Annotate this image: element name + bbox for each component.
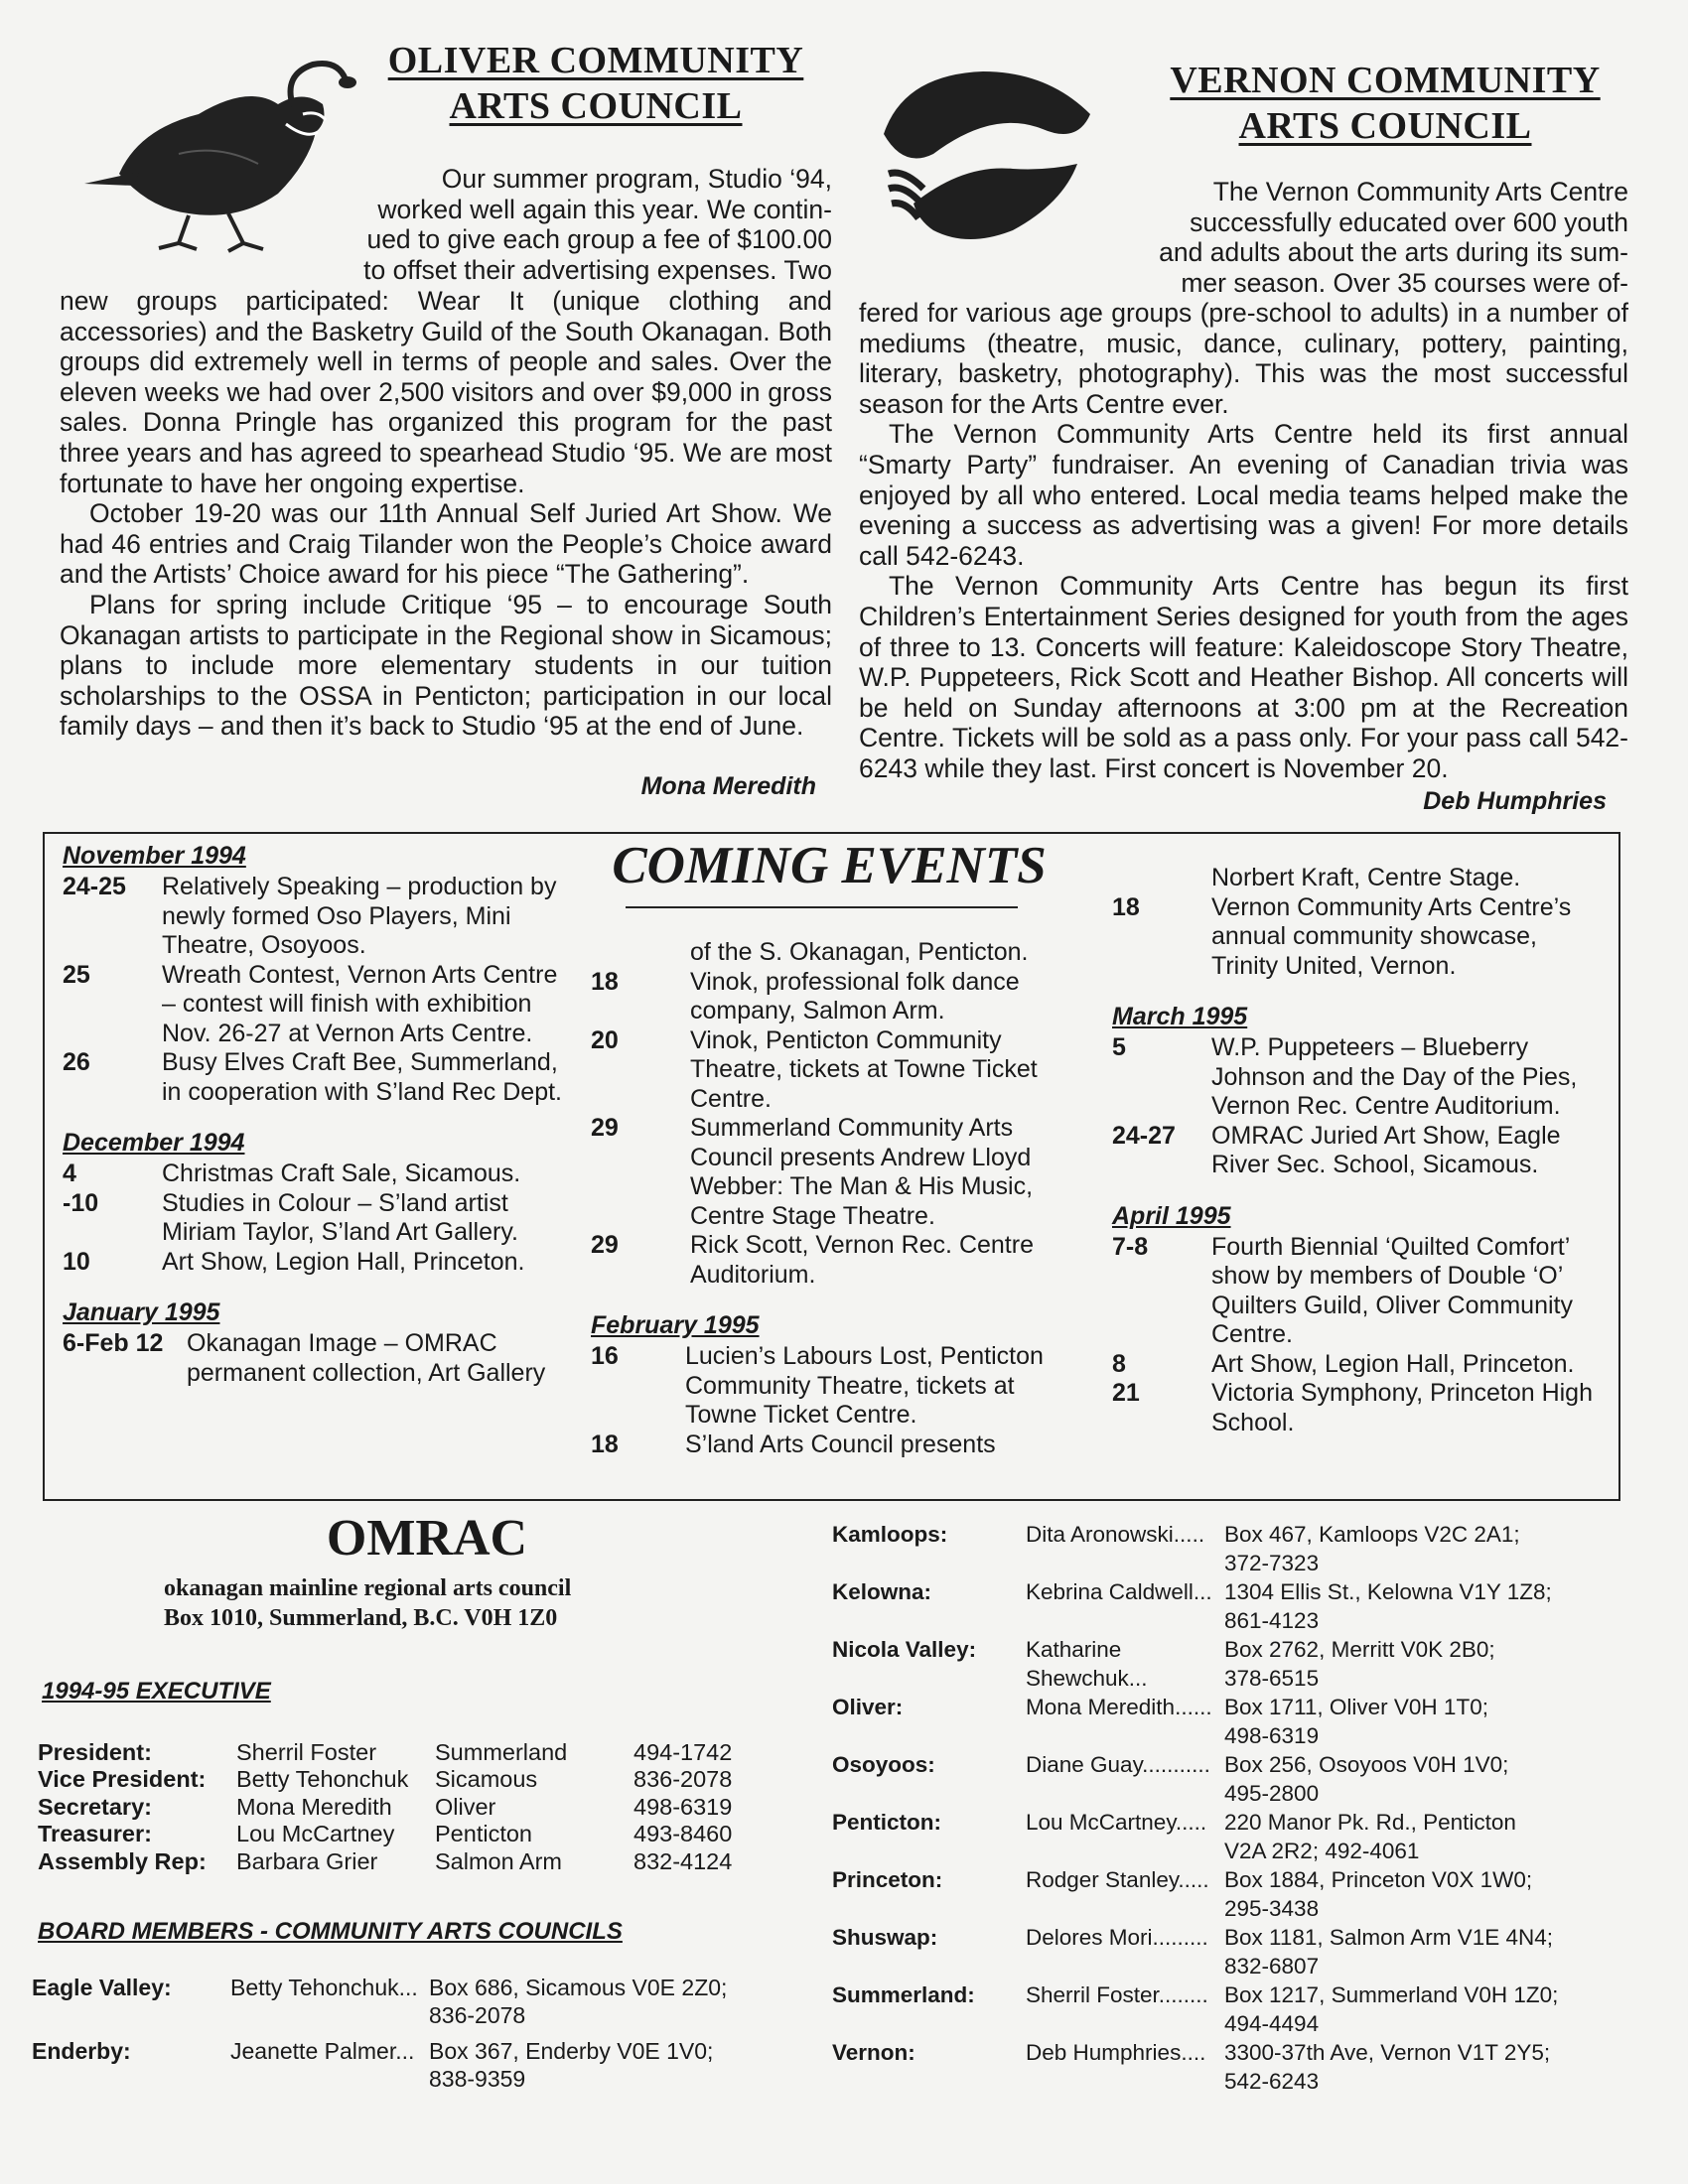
exec-name: Mona Meredith (236, 1793, 392, 1820)
event-item (1112, 1122, 1609, 1180)
directory-row (832, 2039, 1626, 2096)
event-item (63, 1329, 564, 1388)
omrac-title: OMRAC (326, 1510, 528, 1567)
directory-phone: 495-2800 (1224, 1780, 1320, 1806)
directory-place: Osoyoos: (832, 1752, 935, 1777)
event-date: 18 (591, 1430, 619, 1458)
directory-place: Penticton: (832, 1810, 941, 1835)
event-item (1112, 1033, 1609, 1122)
directory-phone: 542-6243 (1224, 2068, 1320, 2094)
board-name: Jeanette Palmer... (230, 2038, 415, 2064)
oliver-title-2: ARTS COUNCIL (449, 85, 743, 127)
event-item (591, 1026, 1077, 1115)
event-date: 18 (1112, 892, 1140, 921)
hands-logo (874, 60, 1102, 248)
event-desc: Studies in Colour – S’land artist Miriam Taylor, S’land Art Gallery. (162, 1188, 518, 1246)
directory-name: Katharine Shewchuk... (1026, 1637, 1148, 1691)
month-december: December 1994 (63, 1129, 245, 1157)
coming-events-title: COMING EVENTS (612, 837, 1047, 894)
directory-row (832, 1809, 1626, 1865)
event-date: 8 (1112, 1349, 1126, 1378)
exec-town: Sicamous (435, 1766, 538, 1793)
board-address: Box 686, Sicamous V0E 2Z0; (429, 1975, 728, 2000)
event-date: 21 (1112, 1379, 1140, 1407)
directory-row (832, 1521, 1626, 1577)
event-item (63, 1189, 564, 1248)
oliver-article-intro (357, 164, 832, 285)
directory-phone: 372-7323 (1224, 1550, 1320, 1575)
directory-address: Box 2762, Merritt V0K 2B0; (1224, 1637, 1495, 1662)
board-row (32, 1974, 806, 2029)
vernon-article-intro (1112, 177, 1628, 298)
month-february: February 1995 (591, 1311, 760, 1339)
event-date: 5 (1112, 1033, 1126, 1061)
board-place: Eagle Valley: (32, 1975, 172, 2000)
directory-phone: 832-6807 (1224, 1953, 1320, 1979)
exec-role: Treasurer: (38, 1821, 152, 1847)
directory-phone: 378-6515 (1224, 1665, 1320, 1691)
oliver-signature: Mona Meredith (640, 772, 816, 800)
board-name: Betty Tehonchuk... (230, 1975, 418, 2000)
event-item (591, 1342, 1077, 1431)
exec-phone: 493-8460 (633, 1821, 733, 1847)
directory-phone: 498-6319 (1224, 1722, 1320, 1748)
exec-town: Penticton (435, 1821, 532, 1847)
event-desc: Rick Scott, Vernon Rec. Centre Auditorium. (690, 1231, 1034, 1289)
event-desc: Okanagan Image – OMRAC permanent collection, Art Gallery (187, 1329, 546, 1387)
vernon-title: VERNON COMMUNITY (1170, 60, 1601, 101)
oliver-line: to offset their advertising expenses. Two (363, 254, 832, 285)
event-desc: Summerland Community Arts Council presents Andrew Lloyd Webber: The Man & His Music, Centre Stage Theatre. (690, 1114, 1034, 1230)
board-phone: 838-9359 (429, 2066, 526, 2092)
event-date: 25 (63, 960, 90, 989)
event-date: 10 (63, 1247, 90, 1276)
directory-row (832, 1578, 1626, 1635)
directory-place: Vernon: (832, 2040, 915, 2065)
exec-town: Oliver (435, 1793, 496, 1820)
directory-address: Box 1181, Salmon Arm V1E 4N4; (1224, 1925, 1554, 1950)
event-date: 26 (63, 1048, 90, 1076)
event-item (591, 1431, 1077, 1460)
exec-row (38, 1766, 753, 1793)
exec-name: Barbara Grier (236, 1847, 378, 1874)
event-desc: Vernon Community Arts Centre’s annual community showcase, Trinity United, Vernon. (1211, 892, 1572, 980)
month-april: April 1995 (1112, 1201, 1231, 1230)
directory-place: Shuswap: (832, 1925, 938, 1950)
exec-town: Salmon Arm (435, 1847, 562, 1874)
event-desc: Lucien’s Labours Lost, Penticton Community Theatre, tickets at Towne Ticket Centre. (685, 1342, 1044, 1429)
directory-address: 3300-37th Ave, Vernon V1T 2Y5; (1224, 2040, 1551, 2065)
vernon-paragraph-2: The Vernon Community Arts Centre held its first annual “Smarty Party” fundraiser. An evening of Canadian trivia was enjoyed by all who entered. Local media teams helped make the evening a success as advertising was a given! For more details call 542-6243. (859, 419, 1628, 571)
event-item (1112, 864, 1609, 893)
vernon-paragraph-1-rest: fered for various age groups (pre-school to adults) in a number of mediums (theatre, music, dance, culinary, pottery, painting, literary, basketry, photography). This was the most successful season for the Arts Centre ever. (859, 298, 1628, 419)
month-march: March 1995 (1112, 1003, 1248, 1030)
exec-phone: 498-6319 (633, 1793, 733, 1820)
quail-illustration (79, 45, 367, 253)
event-desc: S’land Arts Council presents (685, 1430, 996, 1458)
executive-heading: 1994-95 EXECUTIVE (42, 1678, 271, 1705)
event-date: -10 (63, 1188, 99, 1217)
omrac-subtitle: okanagan mainline regional arts council (164, 1575, 572, 1601)
exec-phone: 832-4124 (633, 1847, 733, 1874)
event-desc-continued: Norbert Kraft, Centre Stage. (1211, 864, 1521, 891)
event-item (63, 1048, 564, 1107)
directory-name: Delores Mori......... (1026, 1925, 1208, 1950)
vernon-signature: Deb Humphries (1423, 787, 1607, 815)
event-date: 24-25 (63, 873, 126, 900)
event-desc: Art Show, Legion Hall, Princeton. (1211, 1349, 1575, 1378)
exec-row (38, 1821, 753, 1847)
event-item (1112, 893, 1609, 982)
event-item (63, 1160, 564, 1189)
directory-name: Rodger Stanley..... (1026, 1867, 1209, 1892)
board-phone: 836-2078 (429, 2002, 526, 2028)
directory-row (832, 1694, 1626, 1750)
event-date: 29 (591, 1114, 619, 1142)
exec-row (38, 1848, 753, 1875)
exec-town: Summerland (435, 1739, 568, 1765)
event-item (591, 938, 1077, 968)
oliver-paragraph-3: Plans for spring include Critique ‘95 – to encourage South Okanagan artists to participate in the Regional show in Sicamous; plans to include more elementary students in our tuition scholarships to the OSSA in Penticton; participation in our local family days – and then it’s back to Studio ‘95 at the end of June. (60, 589, 832, 742)
event-item (63, 961, 564, 1049)
directory-name: Kebrina Caldwell... (1026, 1579, 1212, 1604)
event-item (1112, 1379, 1609, 1437)
directory-name: Lou McCartney..... (1026, 1810, 1207, 1835)
event-desc: Christmas Craft Sale, Sicamous. (162, 1160, 521, 1187)
exec-name: Betty Tehonchuk (236, 1766, 409, 1793)
directory-phone: 861-4123 (1224, 1607, 1320, 1633)
oliver-paragraph-1-rest: new groups participated: Wear It (unique clothing and accessories) and the Basketry Guild of the South Okanagan. Both groups did extremely well in terms of people and sales. Over the eleven weeks we had over 2,500 visitors and over $9,000 in gross sales. Donna Pringle has organized this program for the past three years and has agreed to spearhead Studio ‘95. We are most fortunate to have her ongoing expertise. (60, 286, 832, 498)
event-item (591, 1114, 1077, 1231)
directory-place: Summerland: (832, 1982, 975, 2007)
board-address: Box 367, Enderby V0E 1V0; (429, 2038, 714, 2064)
directory-address: 1304 Ellis St., Kelowna V1Y 1Z8; (1224, 1579, 1552, 1604)
directory-place: Kelowna: (832, 1579, 932, 1604)
coming-events-underline (626, 906, 1018, 908)
directory-place: Princeton: (832, 1867, 943, 1892)
exec-role: President: (38, 1739, 152, 1765)
directory-place: Nicola Valley: (832, 1637, 977, 1662)
vernon-article-body (859, 298, 1628, 784)
event-item (1112, 1233, 1609, 1350)
directory-name: Deb Humphries.... (1026, 2040, 1206, 2065)
month-january: January 1995 (63, 1298, 220, 1326)
events-column-2 (591, 938, 1077, 1459)
event-item (63, 873, 564, 961)
directory-phone: V2A 2R2; 492-4061 (1224, 1838, 1420, 1863)
event-date: 18 (591, 967, 619, 996)
event-desc-continued: of the S. Okanagan, Penticton. (690, 938, 1029, 966)
event-desc: W.P. Puppeteers – Blueberry Johnson and the Day of the Pies, Vernon Rec. Centre Auditorium. (1211, 1033, 1578, 1120)
directory-address: 220 Manor Pk. Rd., Penticton (1224, 1810, 1516, 1835)
board-heading: BOARD MEMBERS - COMMUNITY ARTS COUNCILS (38, 1918, 623, 1945)
event-date: 24-27 (1112, 1121, 1176, 1150)
event-desc: Wreath Contest, Vernon Arts Centre – contest will finish with exhibition Nov. 26-27 at Vernon Arts Centre. (162, 960, 558, 1047)
directory-place: Kamloops: (832, 1522, 948, 1547)
event-date: 7-8 (1112, 1232, 1149, 1261)
exec-name: Lou McCartney (236, 1821, 395, 1847)
event-date: 16 (591, 1342, 619, 1370)
directory-address: Box 1217, Summerland V0H 1Z0; (1224, 1982, 1559, 2007)
directory-row (832, 1924, 1626, 1980)
oliver-line: ued to give each group a fee of $100.00 (366, 224, 832, 255)
directory-name: Mona Meredith...... (1026, 1695, 1212, 1719)
directory-name: Dita Aronowski..... (1026, 1522, 1205, 1547)
directory-name: Sherril Foster........ (1026, 1982, 1208, 2007)
event-desc: Relatively Speaking – production by newly formed Oso Players, Mini Theatre, Osoyoos. (162, 873, 557, 959)
board-place: Enderby: (32, 2038, 131, 2064)
event-date: 20 (591, 1025, 619, 1054)
event-date: 29 (591, 1231, 619, 1259)
event-item (591, 968, 1077, 1026)
event-date: 4 (63, 1160, 76, 1187)
exec-row (38, 1739, 753, 1766)
event-desc: Vinok, Penticton Community Theatre, tickets at Towne Ticket Centre. (690, 1025, 1038, 1113)
vernon-line: successfully educated over 600 youth (1190, 206, 1628, 237)
exec-row (38, 1794, 753, 1821)
vernon-paragraph-3: The Vernon Community Arts Centre has begun its first Children’s Entertainment Series designed for youth from the ages of three to 13. Concerts will feature: Kaleidoscope Story Theatre, W.P. Puppeteers, Rick Scott and Heather Bishop. All concerts will be held on Sunday afternoons at 3:00 pm at the Recreation Centre. Tickets will be sold as a pass only. For your pass call 542-6243 while they last. First concert is November 20. (859, 571, 1628, 783)
omrac-address: Box 1010, Summerland, B.C. V0H 1Z0 (164, 1605, 558, 1631)
directory-phone: 295-3438 (1224, 1895, 1320, 1921)
month-november: November 1994 (63, 842, 246, 870)
exec-phone: 836-2078 (633, 1766, 733, 1793)
event-date: 6-Feb 12 (63, 1329, 164, 1357)
board-row (32, 2037, 806, 2093)
event-item (1112, 1350, 1609, 1380)
vernon-line: mer season. Over 35 courses were of- (1181, 267, 1628, 298)
event-desc: Fourth Biennial ‘Quilted Comfort’ show by members of Double ‘O’ Quilters Guild, Oliver Community Centre. (1211, 1232, 1573, 1348)
directory-address: Box 256, Osoyoos V0H 1V0; (1224, 1752, 1509, 1777)
oliver-article-body (60, 286, 832, 742)
vernon-line: The Vernon Community Arts Centre (1212, 177, 1628, 206)
directory-name: Diane Guay........... (1026, 1752, 1210, 1777)
exec-role: Assembly Rep: (38, 1847, 207, 1874)
directory-address: Box 1884, Princeton V0X 1W0; (1224, 1867, 1533, 1892)
event-item (63, 1248, 564, 1278)
event-item (591, 1231, 1077, 1290)
vernon-line: and adults about the arts during its sum- (1159, 237, 1628, 268)
vernon-title-2: ARTS COUNCIL (1238, 105, 1532, 147)
directory-address: Box 467, Kamloops V2C 2A1; (1224, 1522, 1520, 1547)
directory-phone: 494-4494 (1224, 2010, 1320, 2036)
oliver-line: worked well again this year. We contin- (377, 194, 832, 224)
events-column-1 (63, 842, 564, 1388)
directory-row (832, 1751, 1626, 1808)
council-directory (832, 1521, 1626, 2097)
oliver-title: OLIVER COMMUNITY (387, 40, 804, 81)
event-desc: Art Show, Legion Hall, Princeton. (162, 1247, 525, 1276)
exec-name: Sherril Foster (236, 1739, 377, 1765)
directory-row (832, 1981, 1626, 2038)
directory-row (832, 1866, 1626, 1923)
event-desc: Busy Elves Craft Bee, Summerland, in cooperation with S’land Rec Dept. (162, 1048, 563, 1106)
directory-row (832, 1636, 1626, 1693)
exec-role: Secretary: (38, 1793, 152, 1820)
exec-phone: 494-1742 (633, 1739, 733, 1765)
event-desc: Victoria Symphony, Princeton High School. (1211, 1379, 1593, 1436)
directory-address: Box 1711, Oliver V0H 1T0; (1224, 1695, 1488, 1719)
event-desc: Vinok, professional folk dance company, Salmon Arm. (690, 967, 1020, 1024)
executive-table (38, 1739, 753, 1875)
events-column-3 (1112, 864, 1609, 1437)
oliver-paragraph-2: October 19-20 was our 11th Annual Self Juried Art Show. We had 46 entries and Craig Tilander won the People’s Choice award and the Artists’ Choice award for his piece “The Gathering”. (60, 498, 832, 590)
directory-place: Oliver: (832, 1695, 904, 1719)
exec-role: Vice President: (38, 1766, 207, 1793)
oliver-line: Our summer program, Studio ‘94, (441, 164, 832, 194)
board-list (32, 1974, 806, 2093)
event-desc: OMRAC Juried Art Show, Eagle River Sec. School, Sicamous. (1211, 1121, 1561, 1178)
